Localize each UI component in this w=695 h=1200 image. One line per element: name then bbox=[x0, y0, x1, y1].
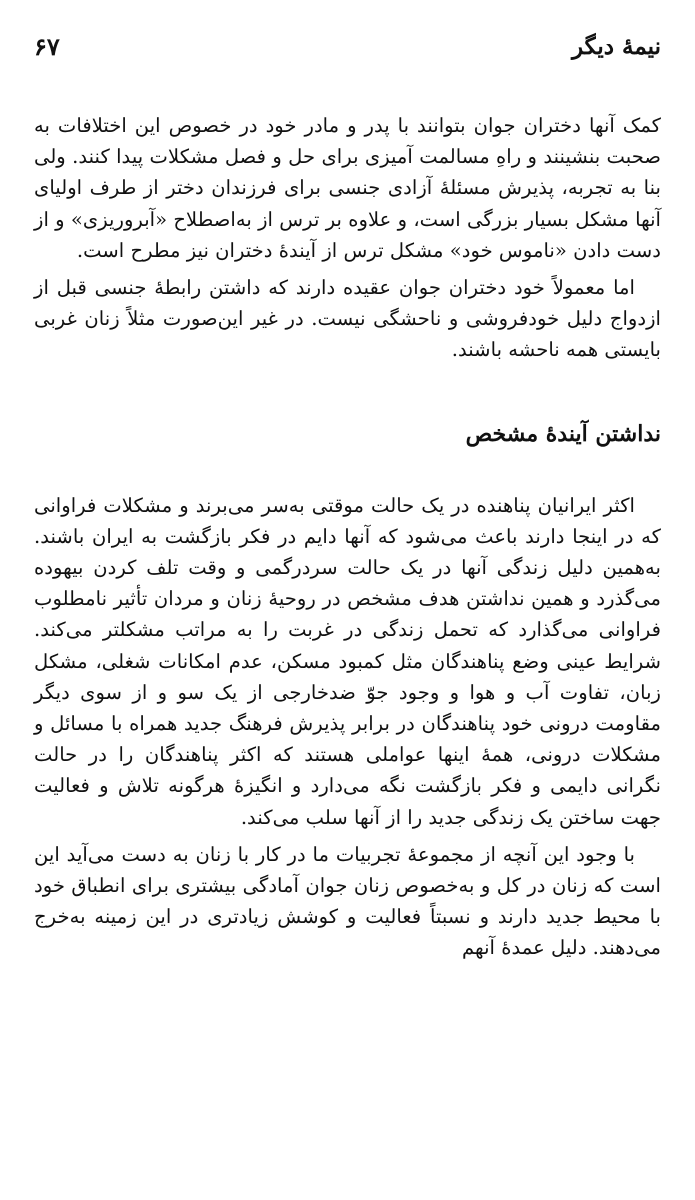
paragraph-continuation: کمک آنها دختران جوان بتوانند با پدر و مادر خود در خصوص این اختلافات به صحبت بنشینند و راهِ مسالمت آمیزی برای حل و فصل مشکلات پیدا کنند. ولی بنا به تجربه، پذیرش مسئلهٔ آزادی جنسی برای فرزندان دختر از طرف اولیای آنها مشکل بسیار بزرگی است، و علاوه بر ترس از به‌اصطلاح «آبروریزی» و از دست دادن «ناموس خود» مشکل ترس از آیندهٔ دختران نیز مطرح است. bbox=[34, 114, 661, 262]
paragraph-premarital-view: اما معمولاً خود دختران جوان عقیده دارند که داشتن رابطهٔ جنسی قبل از ازدواج دلیل خودفروشی و ناحشگی نیست. در غیر این‌صورت مثلاً زنان غربی بایستی همه ناحشه باشند. bbox=[34, 276, 661, 362]
paragraph-women-adaptation: با وجود این آنچه از مجموعهٔ تجربیات ما در کار با زنان به دست می‌آید این است که زنان در کل و به‌خصوص زنان جوان آمادگی بیشتری برای انطباق خود با محیط جدید دارند و نسبتاً فعالیت و کوشش زیادتری در این زمینه به‌خرج می‌دهند. دلیل عمدهٔ آنهم bbox=[34, 842, 661, 960]
running-title: نیمهٔ دیگر bbox=[571, 32, 661, 60]
running-header bbox=[34, 26, 661, 66]
section-heading: نداشتن آیندهٔ مشخص bbox=[465, 420, 661, 447]
page-number: ۶۷ bbox=[34, 31, 60, 61]
paragraph-refugee-uncertainty: اکثر ایرانیان پناهنده در یک حالت موقتی به‌سر می‌برند و مشکلات فراوانی که در اینجا دارند باعث می‌شود که آنها دایم در فکر بازگشت به ایران باشند. به‌همین دلیل زندگی آنها در یک حالت سردرگمی و وقت تلف کردن بیهوده می‌گذرد و همین نداشتن هدف مشخص در روحیهٔ زنان و مردان تأثیر نامطلوب فراوانی می‌گذارد که تحمل زندگی در غربت را به مراتب مشکلتر می‌کند. شرایط عینی وضع پناهندگان مثل کمبود مسکن، عدم امکانات شغلی، مشکل زبان، تفاوت آب و هوا و وجود جوّ ضدخارجی از یک سو و از سوی دیگر مقاومت درونی خود پناهندگان در برابر پذیرش فرهنگ جدید همراه با مسائل و مشکلات درونی، همهٔ اینها عواملی هستند که اکثر پناهندگان را در حالت نگرانی دایمی و فکر بازگشت نگه می‌دارد و انگیزهٔ هرگونه تلاش و فعالیت جهت ساختن یک زندگی جدید را از آنها سلب می‌کند. bbox=[34, 493, 661, 829]
